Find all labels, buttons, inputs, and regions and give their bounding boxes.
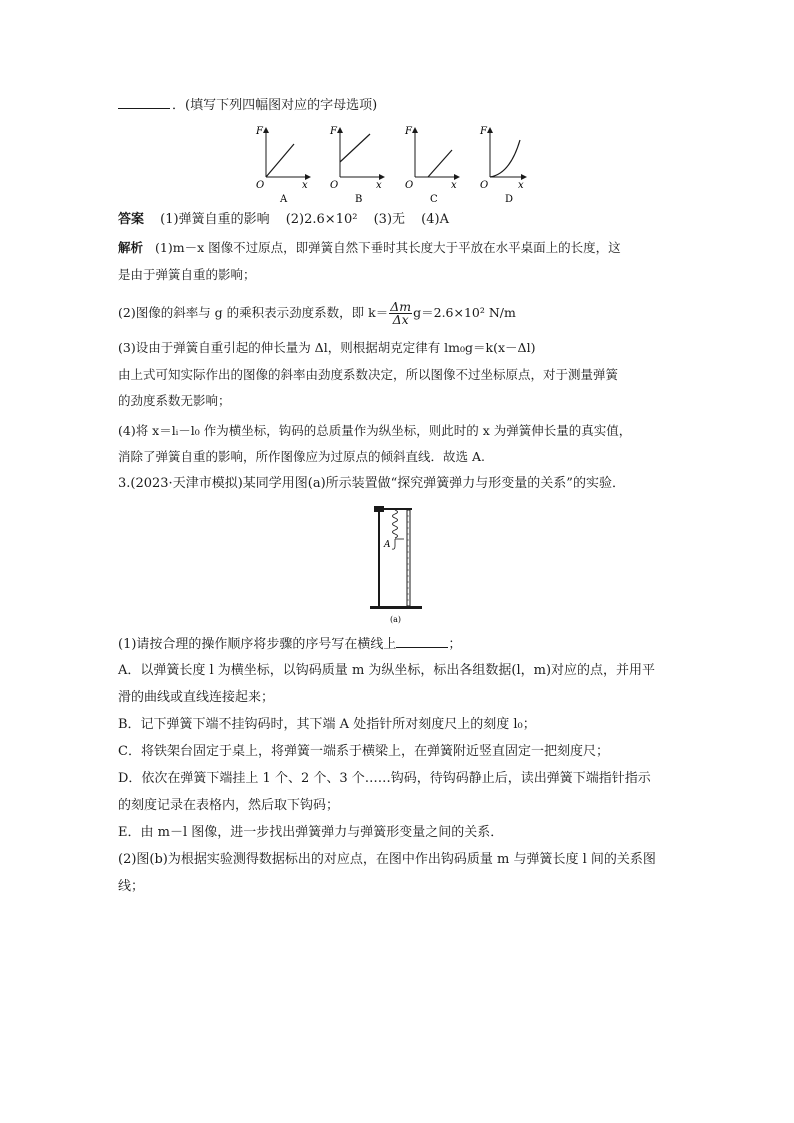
q1-blank: [396, 635, 448, 648]
analysis-p4-line2: 消除了弹簧自重的影响，所作图像应为过原点的倾斜直线．故选 A.: [118, 449, 485, 464]
graph-c-x-label: x: [451, 180, 457, 191]
graph-d-origin: O: [480, 180, 489, 191]
graph-c-origin: O: [405, 180, 414, 191]
figure-caption: (a): [390, 615, 402, 624]
graph-b-option: B: [355, 194, 363, 204]
analysis-p3-line3: 的劲度系数无影响；: [118, 393, 231, 408]
question3-stem: 3.(2023·天津市模拟)某同学用图(a)所示装置做“探究弹簧弹力与形变量的关系”的实验．: [118, 476, 625, 491]
hook: [392, 539, 395, 549]
analysis-p2: [118, 298, 516, 328]
answer-blank: [118, 96, 170, 109]
q1-line: [118, 635, 461, 654]
answer-item-1: (1)弹簧自重的影响: [160, 212, 270, 227]
graph-b: [329, 126, 384, 204]
step-b: B．记下弹簧下端不挂钩码时，其下端 A 处指针所对刻度尺上的刻度 l₀；: [118, 717, 536, 732]
q2-line2: 线；: [118, 879, 145, 894]
analysis-p2-suffix: g＝2.6×10² N/m: [413, 305, 516, 320]
graph-b-origin: O: [330, 180, 339, 191]
graph-c: [404, 126, 459, 204]
analysis-p4-line1: (4)将 x＝lᵢ－l₀ 作为横坐标，钩码的总质量作为纵坐标，则此时的 x 为弹簧伸长量的真实值，: [118, 423, 632, 438]
graph-c-option: C: [430, 194, 438, 204]
graph-d: [479, 126, 526, 204]
slope-fraction: [389, 301, 412, 326]
step-e: E．由 m－l 图像，进一步找出弹簧弹力与弹簧形变量之间的关系．: [118, 825, 504, 840]
stand-base: [370, 606, 422, 609]
intro-line: [118, 96, 377, 115]
step-d-line1: D．依次在弹簧下端挂上 1 个、2 个、3 个……钩码，待钩码静止后，读出弹簧下端指针指示: [118, 771, 651, 786]
analysis-p2-prefix: (2)图像的斜率与 g 的乘积表示劲度系数，即 k＝: [118, 305, 389, 320]
step-d-line2: 的刻度记录在表格内，然后取下钩码；: [118, 798, 340, 813]
apparatus-figure: [366, 502, 426, 626]
pointer-label: A: [384, 540, 391, 550]
fraction-denominator: Δx: [392, 312, 409, 327]
analysis-p1-line2: 是由于弹簧自重的影响；: [118, 267, 256, 282]
analysis-p3-line2: 由上式可知实际作出的图像的斜率由劲度系数决定，所以图像不过坐标原点，对于测量弹簧: [118, 367, 619, 382]
graph-d-y-label: F: [480, 126, 487, 137]
step-c: C．将铁架台固定于桌上，将弹簧一端系于横梁上，在弹簧附近竖直固定一把刻度尺；: [118, 744, 609, 759]
answer-line: [118, 211, 449, 229]
graphs-figure: [250, 122, 530, 204]
answer-label: 答案: [118, 212, 145, 227]
graph-a-origin: O: [256, 180, 265, 191]
graph-a-option: A: [280, 194, 288, 204]
analysis-label: 解析: [118, 240, 144, 255]
q1-text: (1)请按合理的操作顺序将步骤的序号写在横线上: [118, 637, 397, 652]
graph-a-y-label: F: [256, 126, 263, 137]
graph-a-x-label: x: [302, 180, 308, 191]
graph-d-x-label: x: [518, 180, 524, 191]
stand-rod: [378, 506, 380, 606]
spring: [393, 510, 398, 538]
analysis-p1-line1: [118, 239, 621, 257]
analysis-p3-line1: (3)设由于弹簧自重引起的伸长量为 Δl，则根据胡克定律有 lm₀g＝k(x－Δl): [118, 340, 536, 355]
graph-d-option: D: [505, 194, 514, 204]
q2-line1: (2)图(b)为根据实验测得数据标出的对应点，在图中作出钩码质量 m 与弹簧长度 l 间的关系图: [118, 852, 656, 867]
answer-item-3: (3)无: [373, 212, 406, 227]
answer-item-4: (4)A: [421, 212, 449, 227]
step-a-line2: 滑的曲线或直线连接起来；: [118, 690, 275, 705]
answer-item-2: (2)2.6×10²: [285, 212, 358, 227]
graph-b-y-label: F: [330, 126, 337, 137]
intro-prompt: ．(填写下列四幅图对应的字母选项): [172, 98, 378, 113]
fraction-numerator: Δm: [390, 299, 412, 314]
graph-b-x-label: x: [376, 180, 382, 191]
step-a-line1: A．以弹簧长度 l 为横坐标，以钩码质量 m 为纵坐标，标出各组数据(l，m)对应的点，并用平: [118, 663, 656, 678]
q1-end: ；: [448, 637, 462, 652]
analysis-p1-text: (1)m－x 图像不过原点，即弹簧自然下垂时其长度大于平放在水平桌面上的长度，这: [155, 240, 621, 255]
graph-c-y-label: F: [405, 126, 412, 137]
graph-a: [255, 126, 310, 204]
